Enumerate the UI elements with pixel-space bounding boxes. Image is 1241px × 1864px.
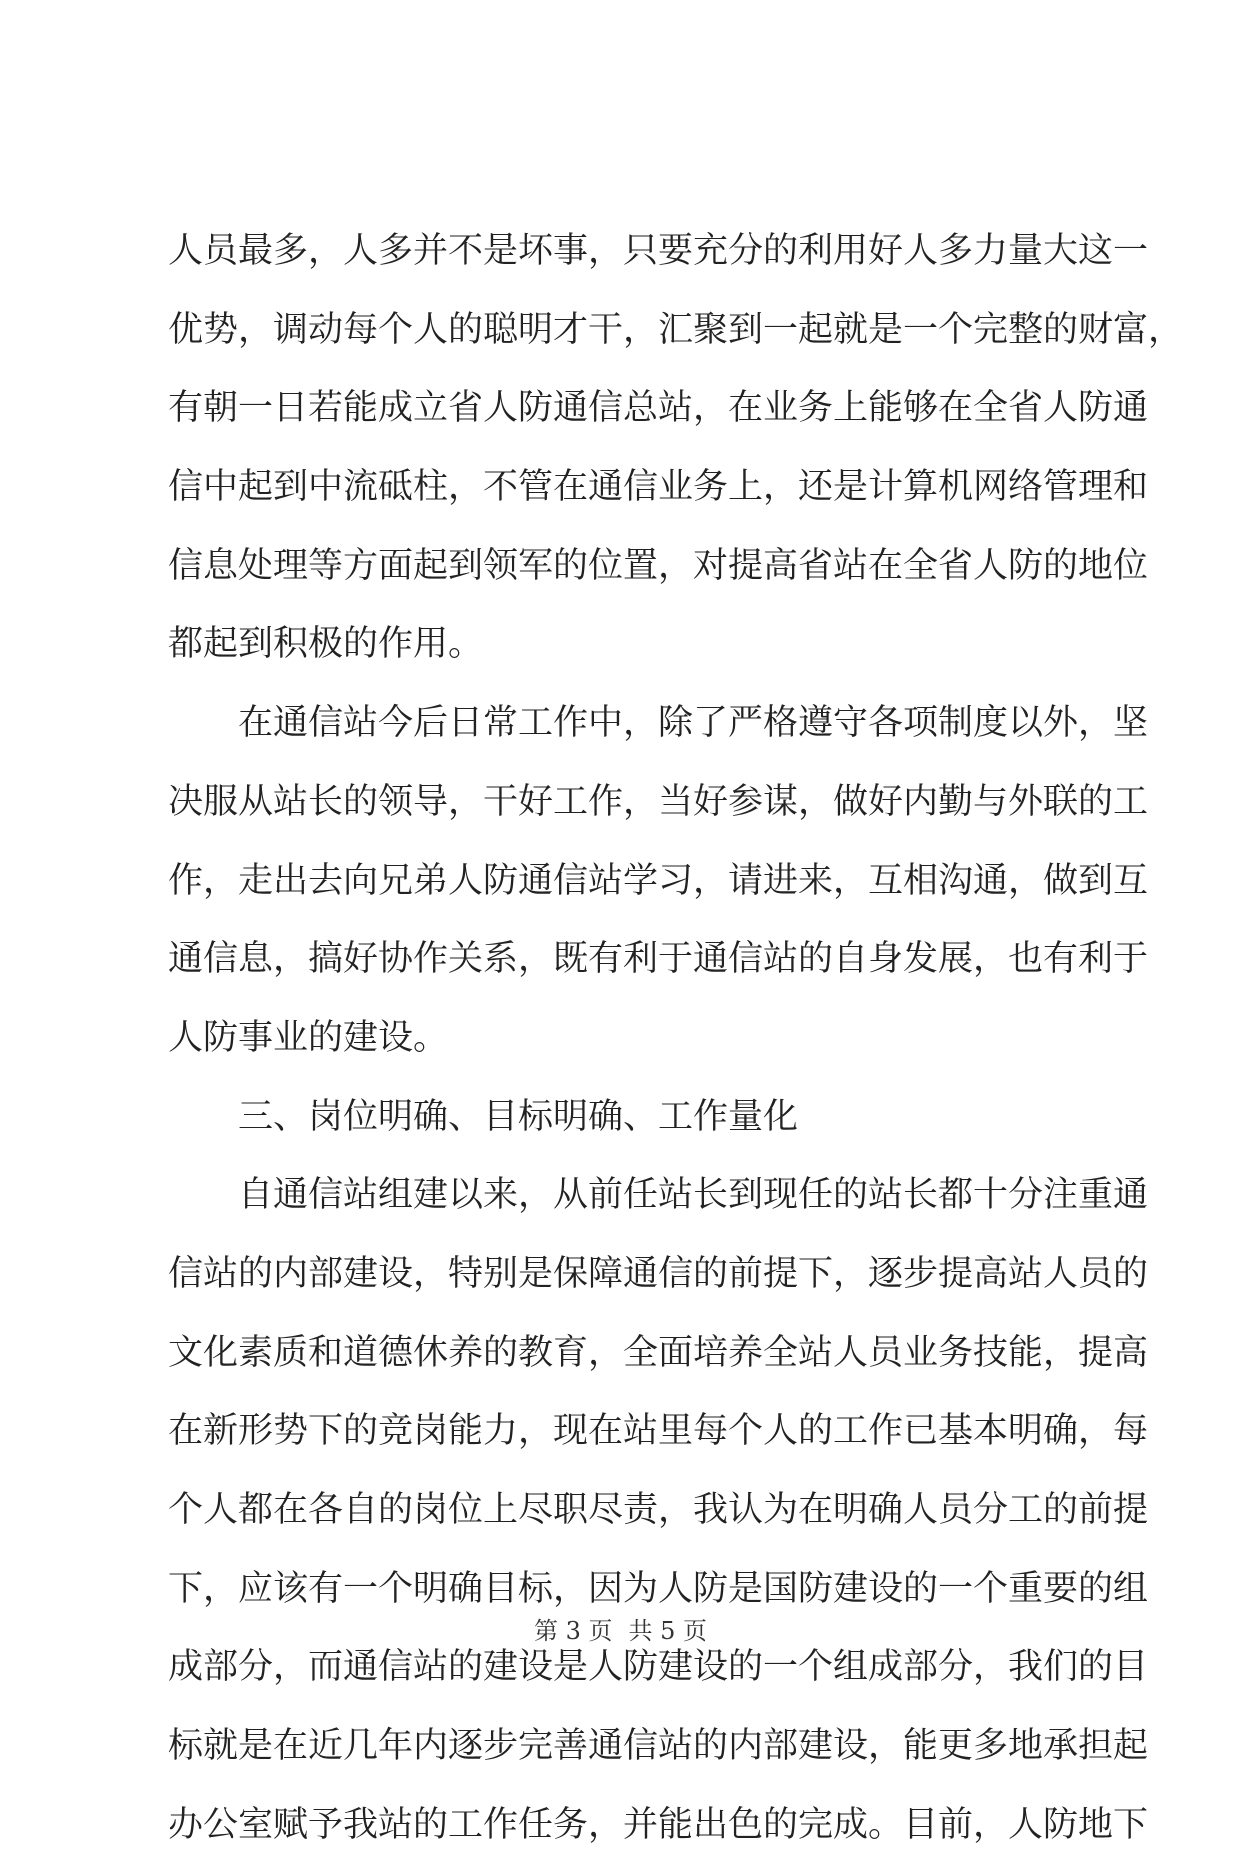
paragraph-first-line: 在通信站今后日常工作中，除了严格遵守各项制度以外，坚 [238,703,1149,744]
page-number: 第 3 页 [533,1617,613,1645]
section-heading: 三、岗位明确、目标明确、工作量化 [238,1096,799,1137]
text-line: 在新形势下的竞岗能力，现在站里每个人的工作已基本明确，每 [168,1411,1149,1452]
page-footer [0,1611,1241,1646]
page-total: 共 5 页 [628,1617,708,1645]
text-line: 作，走出去向兄弟人防通信站学习，请进来，互相沟通，做到互 [168,860,1149,901]
text-line: 下，应该有一个明确目标，因为人防是国防建设的一个重要的组 [168,1568,1149,1609]
text-line: 有朝一日若能成立省人防通信总站，在业务上能够在全省人防通 [168,388,1149,429]
text-line: 信中起到中流砥柱，不管在通信业务上，还是计算机网络管理和 [168,467,1149,508]
text-line: 文化素质和道德休养的教育，全面培养全站人员业务技能，提高 [168,1332,1149,1373]
text-line: 优势，调动每个人的聪明才干，汇聚到一起就是一个完整的财富， [168,309,1184,350]
text-line: 办公室赋予我站的工作任务，并能出色的完成。目前，人防地下 [168,1804,1149,1845]
text-line: 都起到积极的作用。 [168,624,484,665]
text-line: 人防事业的建设。 [168,1017,449,1058]
text-line: 人员最多，人多并不是坏事，只要充分的利用好人多力量大这一 [168,231,1149,271]
text-line: 决服从站长的领导，干好工作，当好参谋，做好内勤与外联的工 [168,781,1149,822]
paragraph-first-line: 自通信站组建以来，从前任站长到现任的站长都十分注重通 [238,1175,1149,1216]
text-line: 成部分，而通信站的建设是人防建设的一个组成部分，我们的目 [168,1647,1149,1688]
text-line: 信站的内部建设，特别是保障通信的前提下，逐步提高站人员的 [168,1253,1149,1294]
text-line: 个人都在各自的岗位上尽职尽责，我认为在明确人员分工的前提 [168,1490,1149,1530]
text-line: 通信息，搞好协作关系，既有利于通信站的自身发展，也有利于 [168,939,1149,980]
text-line: 标就是在近几年内逐步完善通信站的内部建设，能更多地承担起 [168,1726,1149,1767]
text-line: 信息处理等方面起到领军的位置，对提高省站在全省人防的地位 [168,545,1149,586]
